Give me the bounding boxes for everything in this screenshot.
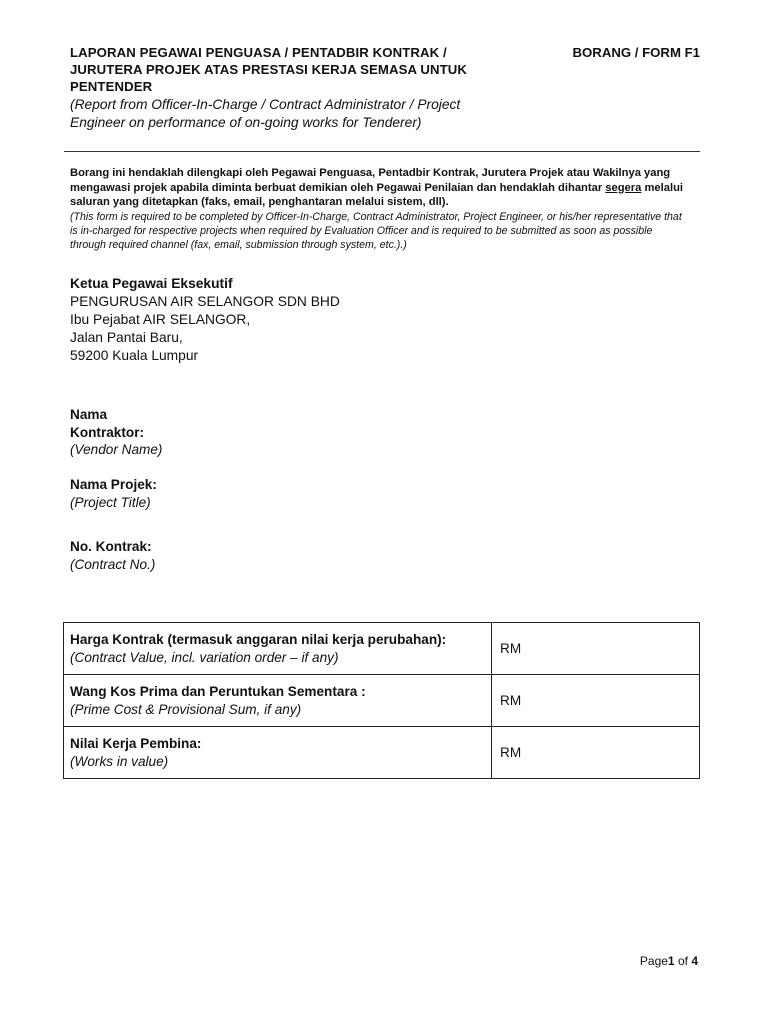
contract-label: No. Kontrak: — [70, 539, 152, 554]
prime-cost-input[interactable]: RM — [492, 675, 700, 727]
address-line: Jalan Pantai Baru, — [70, 330, 183, 345]
table-row — [64, 675, 700, 727]
form-code: BORANG / FORM F1 — [572, 45, 700, 60]
row-label-english: (Prime Cost & Provisional Sum, if any) — [70, 701, 302, 717]
instructions — [70, 166, 690, 252]
address-line: Ibu Pejabat AIR SELANGOR, — [70, 312, 251, 327]
instructions-english: (This form is required to be completed by Officer-In-Charge, Contract Administrator, Project Engineer, or his/her representative that is in-charged for respective projects when required by Evaluation Officer and is required to be submitted as soon as possible through required channel (fax, email, submission through system, etc.).) — [70, 210, 682, 251]
form-title: LAPORAN PEGAWAI PENGUASA / PENTADBIR KONTRAK / JURUTERA PROJEK ATAS PRESTASI KERJA SEMASA UNTUK PENTENDER — [70, 45, 468, 94]
header-divider — [64, 151, 700, 152]
vendor-label-line2: Kontraktor: — [70, 424, 145, 440]
vendor-label-line1: Nama — [70, 407, 108, 422]
project-title-field — [70, 476, 270, 511]
address-line: 59200 Kuala Lumpur — [70, 348, 199, 363]
recipient-address — [70, 275, 340, 365]
form-header — [70, 44, 700, 132]
table-row — [64, 623, 700, 675]
instructions-malay: Borang ini hendaklah dilengkapi oleh Pegawai Penguasa, Pentadbir Kontrak, Jurutera Projek atau Wakilnya yang mengawasi projek apabila diminta berbuat demikian oleh Pegawai Penilaian dan hendaklah dihantar segera melalui saluran yang ditetapkan (faks, email, penghantaran melalui sistem, dll). — [70, 167, 684, 208]
contract-value-table — [63, 622, 700, 779]
row-label-cell — [64, 623, 492, 675]
row-label-cell — [64, 675, 492, 727]
table-row — [64, 727, 700, 779]
works-value-input[interactable]: RM — [492, 727, 700, 779]
contract-number-field — [70, 538, 270, 573]
form-title-english: (Report from Officer-In-Charge / Contract Administrator / Project Engineer on performance of on-going works for Tenderer) — [70, 97, 461, 130]
urgent-word: segera — [605, 181, 642, 194]
project-label-english: (Project Title) — [70, 494, 151, 510]
address-line: PENGURUSAN AIR SELANGOR SDN BHD — [70, 294, 340, 309]
row-label-cell — [64, 727, 492, 779]
vendor-label-english: (Vendor Name) — [70, 442, 163, 457]
contract-label-english: (Contract No.) — [70, 556, 156, 572]
project-label: Nama Projek: — [70, 477, 157, 492]
contract-value-input[interactable]: RM — [492, 623, 700, 675]
row-label: Nilai Kerja Pembina: — [70, 736, 202, 751]
page-number: Page1 of 4 — [639, 954, 698, 968]
row-label-english: (Contract Value, incl. variation order – if any) — [70, 649, 339, 665]
vendor-name-field — [70, 406, 270, 459]
address-heading: Ketua Pegawai Eksekutif — [70, 276, 233, 291]
row-label: Wang Kos Prima dan Peruntukan Sementara : — [70, 684, 366, 699]
row-label: Harga Kontrak (termasuk anggaran nilai kerja perubahan): — [70, 632, 447, 647]
row-label-english: (Works in value) — [70, 753, 169, 769]
